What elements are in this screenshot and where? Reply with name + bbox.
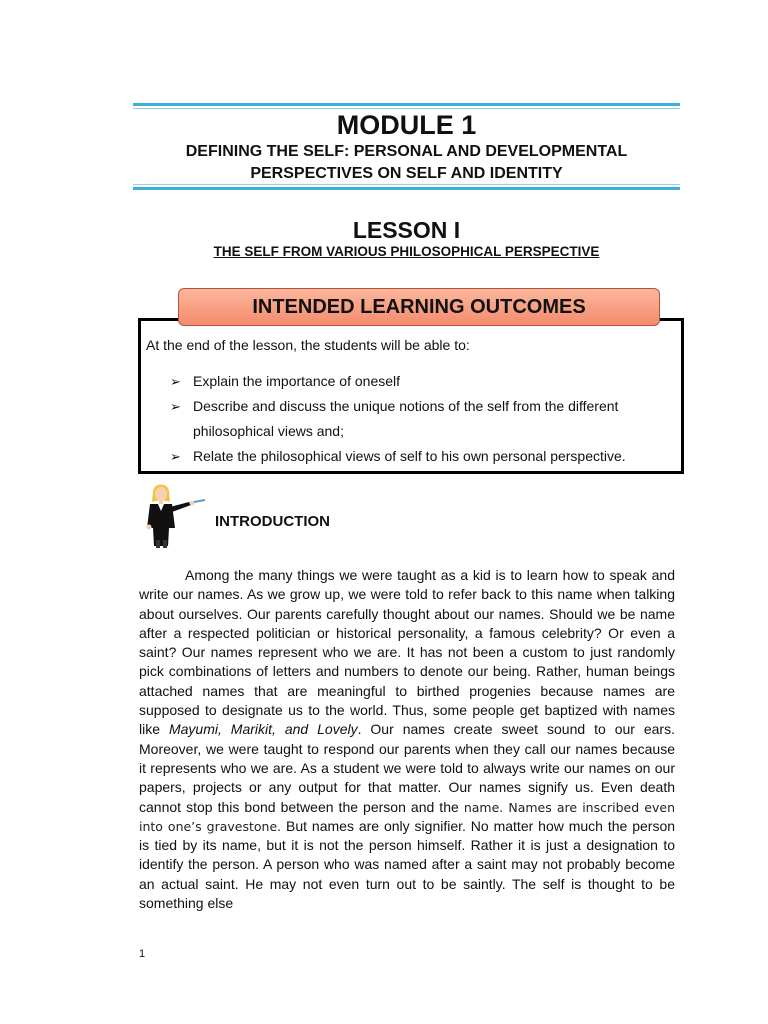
paragraph-text: . Our names create sweet sound to our ears. Moreover, we were taught to respond our parents when they call our names because it represents who we are. As a student we were told to always write our names on our papers, projects or any output for that matter. Our names signify us. Even death cannot stop this bond between the person and the xyxy=(139,721,675,815)
paragraph-text: name. Names are inscribed even into one’s gravestone. xyxy=(139,799,675,834)
outcomes-list xyxy=(170,369,675,469)
paragraph-text: But names are only signifier. No matter how much the person is tied by its name, but it is not the person himself. Rather it is just a designation to identify the person. A person who was named after a saint may not probably become an actual saint. He may not even turn out to be saintly. The self is thought to be something else xyxy=(139,817,676,912)
teacher-pointing-icon xyxy=(139,480,207,548)
introduction-heading: INTRODUCTION xyxy=(215,513,330,530)
outcome-item xyxy=(170,444,675,469)
introduction-paragraph xyxy=(139,566,675,913)
header-top-rule xyxy=(133,103,680,109)
header-bottom-rule xyxy=(133,184,680,190)
arrow-bullet-icon: ➢ xyxy=(170,374,181,389)
module-subtitle-line2: PERSPECTIVES ON SELF AND IDENTITY xyxy=(250,165,563,182)
outcome-item xyxy=(170,369,675,394)
outcome-text: Relate the philosophical views of self to his own personal perspective. xyxy=(193,448,626,464)
paragraph-text: Among the many things we were taught as a kid is to learn how to speak and write our names. As we grow up, we were told to refer back to this name when talking about ourselves. Our parents carefully thought about our names. Should we be name after a respected politician or historical personality, a famous celebrity? Or even a saint? Our names represent who we are. It has not been a custom to just randomly pick combinations of letters and numbers to denote our being. Rather, human beings attached names that are meaningful to birthed progenies because names are supposed to designate us to the world. Thus, some people get baptized with names like xyxy=(139,567,675,738)
outcomes-banner: INTENDED LEARNING OUTCOMES xyxy=(178,288,660,326)
module-title: MODULE 1 xyxy=(336,110,477,140)
arrow-bullet-icon: ➢ xyxy=(170,449,181,464)
arrow-bullet-icon: ➢ xyxy=(170,399,181,414)
module-subtitle xyxy=(133,141,680,185)
module-subtitle-line1: DEFINING THE SELF: PERSONAL AND DEVELOPMENTAL xyxy=(185,143,628,160)
page-number: 1 xyxy=(139,948,146,960)
outcome-item xyxy=(170,394,675,444)
lesson-title: LESSON I xyxy=(352,217,461,243)
lesson-subtitle: THE SELF FROM VARIOUS PHILOSOPHICAL PERSPECTIVE xyxy=(213,244,600,259)
outcome-text: Explain the importance of oneself xyxy=(193,373,401,389)
paragraph-italic-names: Mayumi, Marikit, and Lovely xyxy=(168,721,358,738)
outcomes-intro: At the end of the lesson, the students will be able to: xyxy=(146,337,470,353)
outcome-text: Describe and discuss the unique notions of the self from the different philosophical views and; xyxy=(193,398,619,439)
